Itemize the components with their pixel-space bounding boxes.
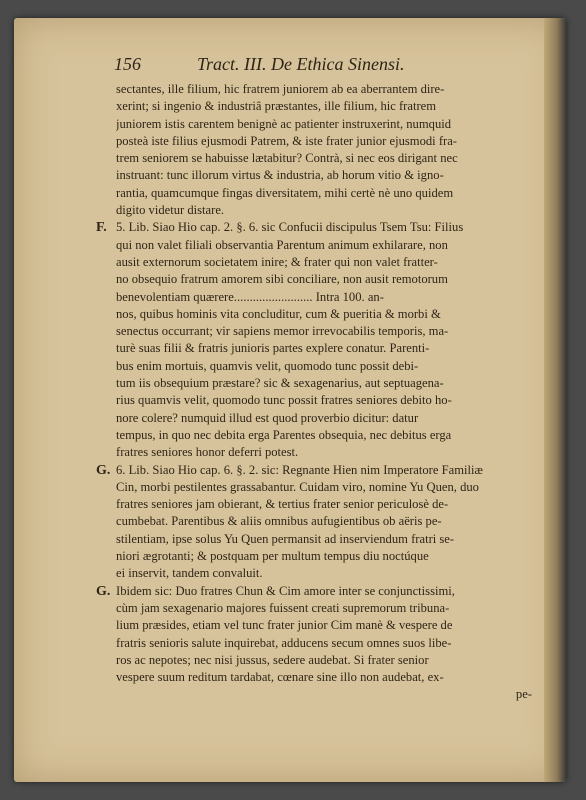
text-line: instruant: tunc illorum virtus & industria, ab horum vitio & igno- (116, 168, 444, 183)
text-line: trem seniorem se habuisse lætabitur? Contrà, si nec eos dirigant nec (116, 151, 458, 166)
text-line: fratris senioris salute inquirebat, adducens secum omnes suos libe- (116, 635, 452, 650)
page-edge-shadow (544, 18, 566, 782)
text-line: digito videtur distare. (116, 203, 225, 218)
paragraph (116, 81, 532, 219)
text-line: 6. Lib. Siao Hio cap. 6. §. 2. sic: Regnante Hien nim Imperatore Familiæ (116, 462, 483, 477)
running-header (114, 54, 526, 75)
text-line: ausit externorum societatem inire; & frater qui non valet fratter- (116, 254, 438, 269)
text-line: nos, quibus hominis vita concluditur, cum & pueritia & morbi & (116, 306, 441, 321)
note-marker: G. (96, 583, 111, 599)
catchword: pe- (515, 687, 532, 702)
text-line: no obsequio fratrum amorem sibi conciliare, non ausit remotorum (116, 272, 448, 287)
text-line: benevolentiam quærere......................... Intra 100. an- (116, 289, 384, 304)
text-line: posteà iste filius ejusmodi Patrem, & iste frater junior ejusmodi fra- (116, 133, 458, 148)
note-marker: F. (96, 220, 107, 236)
text-line: tum iis obsequium præstare? sic & sexagenarius, aut septuagena- (116, 376, 444, 391)
text-line: vespere suum reditum tardabat, cœnare sine illo non audebat, ex- (116, 670, 444, 685)
book-page (14, 18, 566, 782)
text-line: cumbebat. Parentibus & aliis omnibus aufugientibus ob aëris pe- (116, 514, 442, 529)
text-line: Cin, morbi pestilentes grassabantur. Cuidam viro, nomine Yu Quen, duo (116, 479, 479, 494)
text-line: cùm jam sexagenario majores fuissent creati supremorum tribuna- (116, 600, 450, 615)
text-line: 5. Lib. Siao Hio cap. 2. §. 6. sic Confucii discipulus Tsem Tsu: Filius (116, 220, 464, 235)
text-line: ei inservit, tandem convaluit. (116, 566, 263, 581)
text-line: stilentiam, ipse solus Yu Quen permansit ad inserviendum fratri se- (116, 531, 455, 546)
text-line: juniorem istis carentem benignè ac patienter instruxerint, numquid (116, 116, 452, 131)
text-line: Ibidem sic: Duo fratres Chun & Cim amore inter se conjunctissimi, (116, 583, 455, 598)
text-line: bus enim mortuis, quamvis velit, quomodo tunc possit debi- (116, 358, 419, 373)
text-line: ros ac nepotes; nec nisi jussus, sedere audebat. Si frater senior (116, 652, 429, 667)
text-line: tempus, in quo nec debita erga Parentes obsequia, nec debitus erga (116, 427, 452, 442)
page-number: 156 (114, 54, 141, 74)
running-title: Tract. III. De Ethica Sinensi. (197, 54, 405, 74)
page-body (96, 81, 532, 704)
text-line: rius quamvis velit, quomodo tunc possit fratres seniores debito ho- (116, 393, 452, 408)
text-line: rantia, quamcumque fingas diversitatem, mihi certè nè uno quidem (116, 185, 454, 200)
paragraph-note-g2 (96, 583, 532, 687)
text-line: fratres seniores honor deferri potest. (116, 445, 299, 460)
text-line: lium præsides, etiam vel tunc frater junior Cim manè & vespere de (116, 618, 453, 633)
text-line: fratres seniores jam obierant, & tertius frater senior periculosè de- (116, 497, 449, 512)
text-line: qui non valet filiali observantia Parentum animum exhilarare, non (116, 237, 448, 252)
paragraph-note-g1 (96, 462, 532, 583)
text-line: turè suas filii & fratris junioris partes explere conatur. Parenti- (116, 341, 430, 356)
note-marker: G. (96, 462, 111, 478)
text-line: nore colere? numquid illud est quod proverbio dicitur: datur (116, 410, 419, 425)
text-line: sectantes, ille filium, hic fratrem juniorem ab ea aberrantem dire- (116, 82, 445, 96)
paragraph-note-f (96, 219, 532, 461)
text-line: xerint; si ingenio & industriâ præstantes, ille filium, hic fratrem (116, 99, 437, 114)
text-line: senectus occurrant; vir sapiens memor irrevocabilis temporis, ma- (116, 324, 449, 339)
text-line: niori ægrotanti; & postquam per multum tempus diu noctúque (116, 549, 429, 564)
